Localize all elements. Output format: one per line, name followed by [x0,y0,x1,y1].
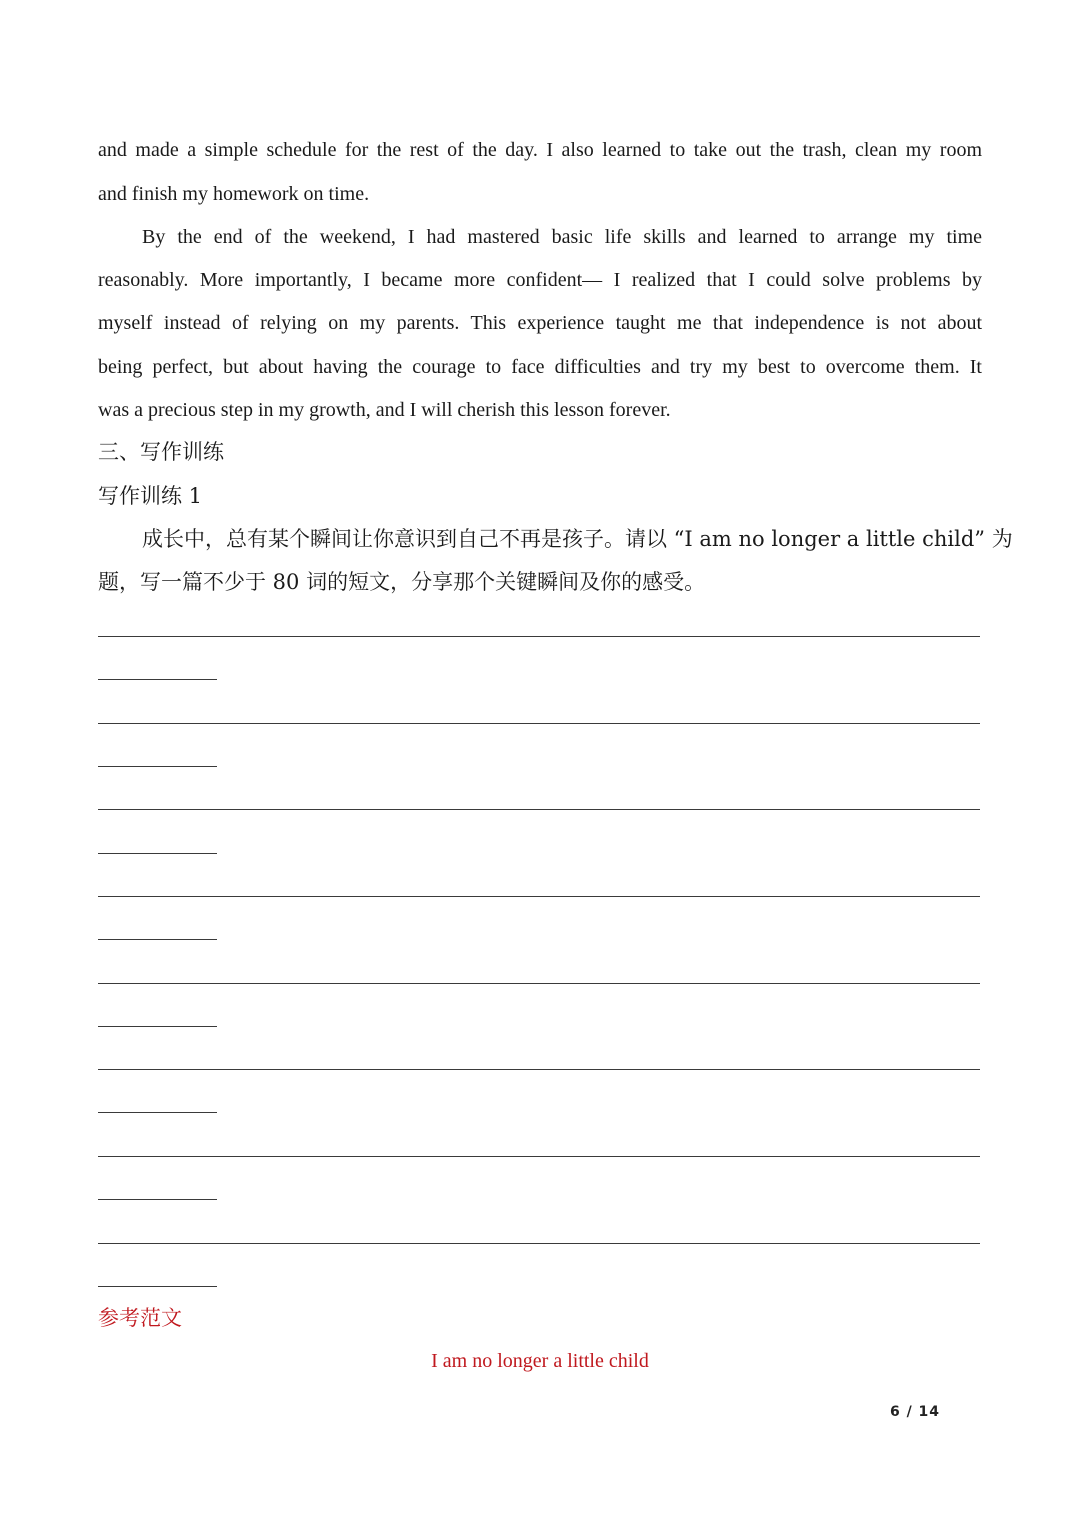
writing-line[interactable] [98,1112,217,1113]
exercise-title: 写作训练 1 [98,484,203,508]
writing-line[interactable] [98,1069,980,1070]
page-number: 6 / 14 [889,1404,941,1420]
section-heading: 三、写作训练 [98,440,224,464]
writing-line[interactable] [98,1156,980,1157]
writing-line[interactable] [98,1026,217,1027]
writing-line[interactable] [98,679,217,680]
paragraph-line: and finish my homework on time. [98,183,370,205]
prompt-line: 成长中，总有某个瞬间让你意识到自己不再是孩子。请以 “I am no longer a little child” 为 [142,527,1013,551]
writing-line[interactable] [98,723,980,724]
writing-line[interactable] [98,1286,217,1287]
paragraph-line: and made a simple schedule for the rest of the day. I also learned to take out the trash, clean my room [98,139,982,161]
paragraph-line: reasonably. More importantly, I became more confident— I realized that I could solve problems by [98,269,982,291]
writing-line[interactable] [98,1243,980,1244]
paragraph-line: myself instead of relying on my parents. This experience taught me that independence is not about [98,312,982,334]
writing-line[interactable] [98,766,217,767]
writing-line[interactable] [98,896,980,897]
paragraph-line: being perfect, but about having the courage to face difficulties and try my best to overcome them. It [98,356,982,378]
prompt-line: 题，写一篇不少于 80 词的短文，分享那个关键瞬间及你的感受。 [98,570,706,594]
paragraph-line: was a precious step in my growth, and I will cherish this lesson forever. [98,399,671,421]
writing-line[interactable] [98,853,217,854]
writing-line[interactable] [98,1199,217,1200]
writing-line[interactable] [98,636,980,637]
paragraph-line: By the end of the weekend, I had mastered basic life skills and learned to arrange my time [142,226,982,248]
writing-line[interactable] [98,939,217,940]
writing-line[interactable] [98,809,980,810]
reference-title: I am no longer a little child [431,1350,649,1372]
writing-line[interactable] [98,983,980,984]
reference-label: 参考范文 [98,1306,182,1330]
